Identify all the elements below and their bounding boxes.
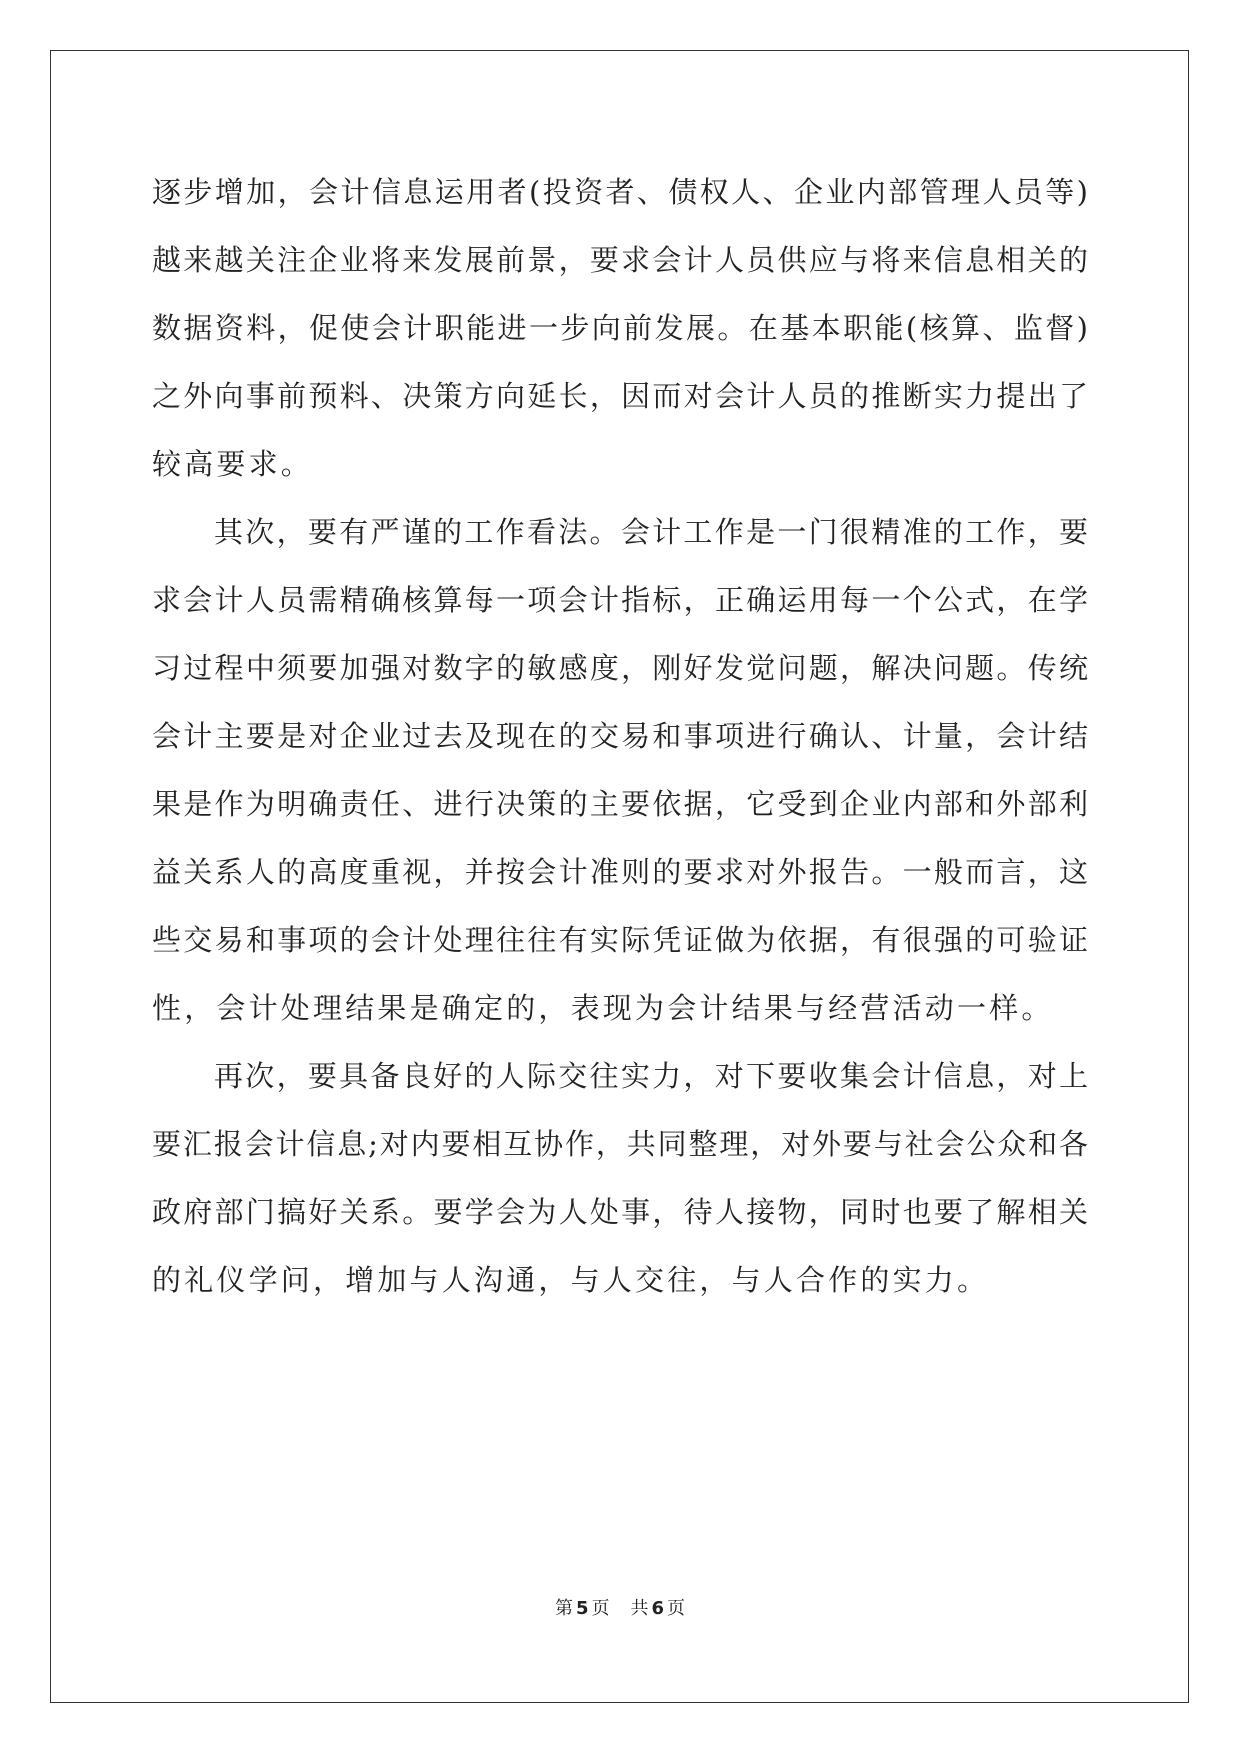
document-body bbox=[152, 158, 1088, 1314]
text-line: 要汇报会计信息;对内要相互协作，共同整理，对外要与社会公众和各 bbox=[152, 1127, 1088, 1161]
text-line: 些交易和事项的会计处理往往有实际凭证做为依据，有很强的可验证 bbox=[152, 923, 1088, 957]
page-number: 5 bbox=[575, 1598, 590, 1619]
text-line: 习过程中须要加强对数字的敏感度，刚好发觉问题，解决问题。传统 bbox=[152, 651, 1088, 685]
text-line: 逐步增加，会计信息运用者(投资者、债权人、企业内部管理人员等) bbox=[152, 175, 1088, 209]
text-line: 数据资料，促使会计职能进一步向前发展。在基本职能(核算、监督) bbox=[152, 311, 1088, 345]
page-footer bbox=[0, 1594, 1241, 1620]
paragraph-first-line: 再次，要具备良好的人际交往实力，对下要收集会计信息，对上 bbox=[214, 1059, 1088, 1093]
text-line: 的礼仪学问，增加与人沟通，与人交往，与人合作的实力。 bbox=[152, 1263, 990, 1297]
page-unit: 页 bbox=[591, 1598, 611, 1619]
text-line: 会计主要是对企业过去及现在的交易和事项进行确认、计量，会计结 bbox=[152, 719, 1088, 753]
total-pages: 6 bbox=[651, 1598, 666, 1619]
text-line: 果是作为明确责任、进行决策的主要依据，它受到企业内部和外部利 bbox=[152, 787, 1088, 821]
text-line: 性，会计处理结果是确定的，表现为会计结果与经营活动一样。 bbox=[152, 991, 1054, 1025]
text-line: 政府部门搞好关系。要学会为人处事，待人接物，同时也要了解相关 bbox=[152, 1195, 1088, 1229]
text-line: 求会计人员需精确核算每一项会计指标，正确运用每一个公式，在学 bbox=[152, 583, 1088, 617]
paragraph-first-line: 其次，要有严谨的工作看法。会计工作是一门很精准的工作，要 bbox=[214, 515, 1088, 549]
page-prefix: 第 bbox=[554, 1598, 574, 1619]
total-prefix: 共 bbox=[630, 1598, 650, 1619]
total-unit: 页 bbox=[667, 1598, 687, 1619]
text-line: 之外向事前预料、决策方向延长，因而对会计人员的推断实力提出了 bbox=[152, 379, 1088, 413]
text-line: 越来越关注企业将来发展前景，要求会计人员供应与将来信息相关的 bbox=[152, 243, 1088, 277]
text-line: 较高要求。 bbox=[152, 447, 314, 481]
text-line: 益关系人的高度重视，并按会计准则的要求对外报告。一般而言，这 bbox=[152, 855, 1088, 889]
